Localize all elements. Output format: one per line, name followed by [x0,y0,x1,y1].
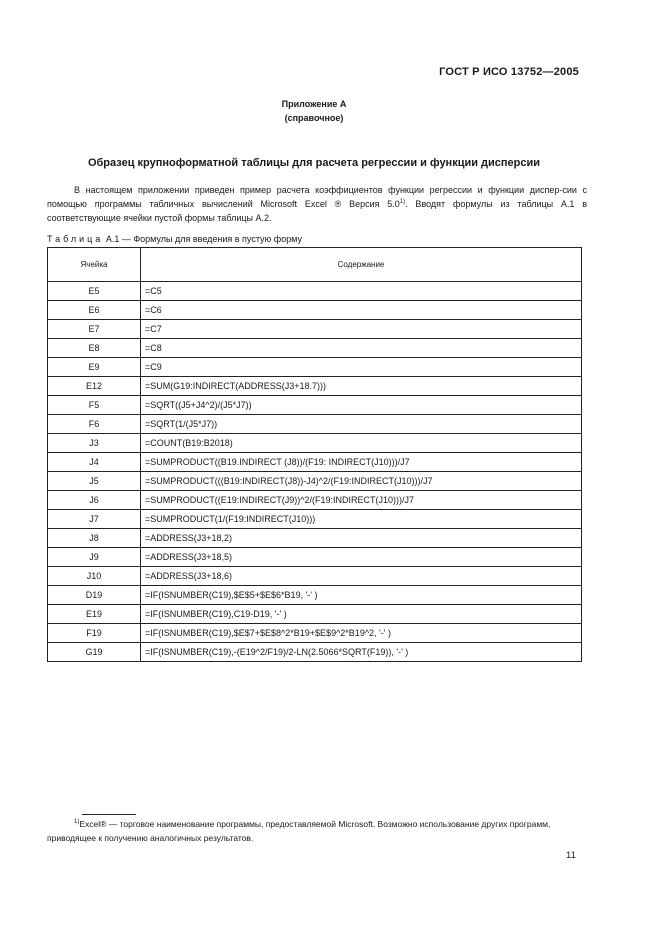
row-cell-id: J7 [48,510,141,529]
row-cell-id: E9 [48,358,141,377]
table-row [48,377,582,396]
row-formula: =SUM(G19:INDIRECT(ADDRESS(J3+18.7))) [141,377,582,396]
table-caption-text: А.1 — Формулы для введения в пустую форму [105,234,302,244]
table-row [48,586,582,605]
row-cell-id: E12 [48,377,141,396]
row-formula: =C9 [141,358,582,377]
header-cell: Ячейка [48,248,141,282]
row-cell-id: J9 [48,548,141,567]
table-row [48,415,582,434]
table-row [48,605,582,624]
intro-text-part2: . Вводят формулы из таблицы А.1 в соответствующие ячейки пустой формы таблицы А.2. [47,199,587,223]
row-cell-id: F5 [48,396,141,415]
intro-paragraph [47,183,587,225]
row-formula: =ADDRESS(J3+18,5) [141,548,582,567]
table-header-row [48,248,582,282]
row-formula: =SUMPRODUCT(1/(F19:INDIRECT(J10))) [141,510,582,529]
row-cell-id: E6 [48,301,141,320]
row-formula: =COUNT(B19:B2018) [141,434,582,453]
table-row [48,643,582,662]
table-row [48,548,582,567]
appendix-title: Приложение А [281,99,347,109]
row-formula: =SQRT((J5+J4^2)/(J5*J7)) [141,396,582,415]
footnote-text: Excel® — торговое наименование программы, предоставляемой Microsoft. Возможно использование других программ, приводящее к получению аналогичных результатов. [47,819,551,843]
row-cell-id: J8 [48,529,141,548]
intro-text-part1: В настоящем приложении приведен пример расчета коэффициентов функции регрессии и функции диспер-сии с помощью программы табличных вычислений Microsoft Excel ® Версия 5.0 [47,185,587,209]
row-cell-id: F6 [48,415,141,434]
table-row [48,358,582,377]
table-row [48,434,582,453]
row-formula: =C8 [141,339,582,358]
row-formula: =SQRT(1/(J5*J7)) [141,415,582,434]
row-cell-id: D19 [48,586,141,605]
row-formula: =IF(ISNUMBER(C19),-(E19^2/F19)/2-LN(2.5066*SQRT(F19)), '-' ) [141,643,582,662]
row-cell-id: J5 [48,472,141,491]
row-cell-id: E5 [48,282,141,301]
page-number: 11 [566,850,576,861]
header-content: Содержание [141,248,582,282]
row-formula: =C7 [141,320,582,339]
appendix-subtitle: (справочное) [284,113,344,123]
table-caption-label: Таблица [47,234,104,244]
row-formula: =SUMPRODUCT(((B19:INDIRECT(J8))-J4)^2/(F19:INDIRECT(J10)))/J7 [141,472,582,491]
table-row [48,624,582,643]
row-cell-id: E19 [48,605,141,624]
formulas-table [47,247,582,662]
row-cell-id: J6 [48,491,141,510]
row-cell-id: F19 [48,624,141,643]
footnote-reference: 1) [399,199,406,205]
row-formula: =C5 [141,282,582,301]
table-row [48,339,582,358]
table-row [48,491,582,510]
row-cell-id: J3 [48,434,141,453]
table-row [48,301,582,320]
section-title: Образец крупноформатной таблицы для расчета регрессии и функции дисперсии [87,157,541,169]
footnote [47,817,587,845]
table-row [48,510,582,529]
row-cell-id: J10 [48,567,141,586]
document-code: ГОСТ Р ИСО 13752—2005 [439,66,579,78]
table-row [48,453,582,472]
appendix-heading [0,97,628,125]
row-formula: =IF(ISNUMBER(C19),C19-D19, '-' ) [141,605,582,624]
row-cell-id: J4 [48,453,141,472]
table-row [48,529,582,548]
table-row [48,472,582,491]
table-caption [47,234,302,244]
row-formula: =SUMPRODUCT((E19:INDIRECT(J9))^2/(F19:INDIRECT(J10)))/J7 [141,491,582,510]
row-formula: =IF(ISNUMBER(C19),$E$5+$E$6*B19, '-' ) [141,586,582,605]
table-row [48,282,582,301]
table-row [48,396,582,415]
row-formula: =IF(ISNUMBER(C19),$E$7+$E$8^2*B19+$E$9^2*B19^2, '-' ) [141,624,582,643]
row-cell-id: E8 [48,339,141,358]
row-formula: =ADDRESS(J3+18,2) [141,529,582,548]
row-cell-id: E7 [48,320,141,339]
row-formula: =SUMPRODUCT((B19.INDIRECT (J8))/(F19: INDIRECT(J10)))/J7 [141,453,582,472]
footnote-divider [82,814,136,815]
footnote-mark: 1) [74,819,80,826]
row-cell-id: G19 [48,643,141,662]
table-row [48,320,582,339]
table-row [48,567,582,586]
row-formula: =ADDRESS(J3+18,6) [141,567,582,586]
row-formula: =C6 [141,301,582,320]
